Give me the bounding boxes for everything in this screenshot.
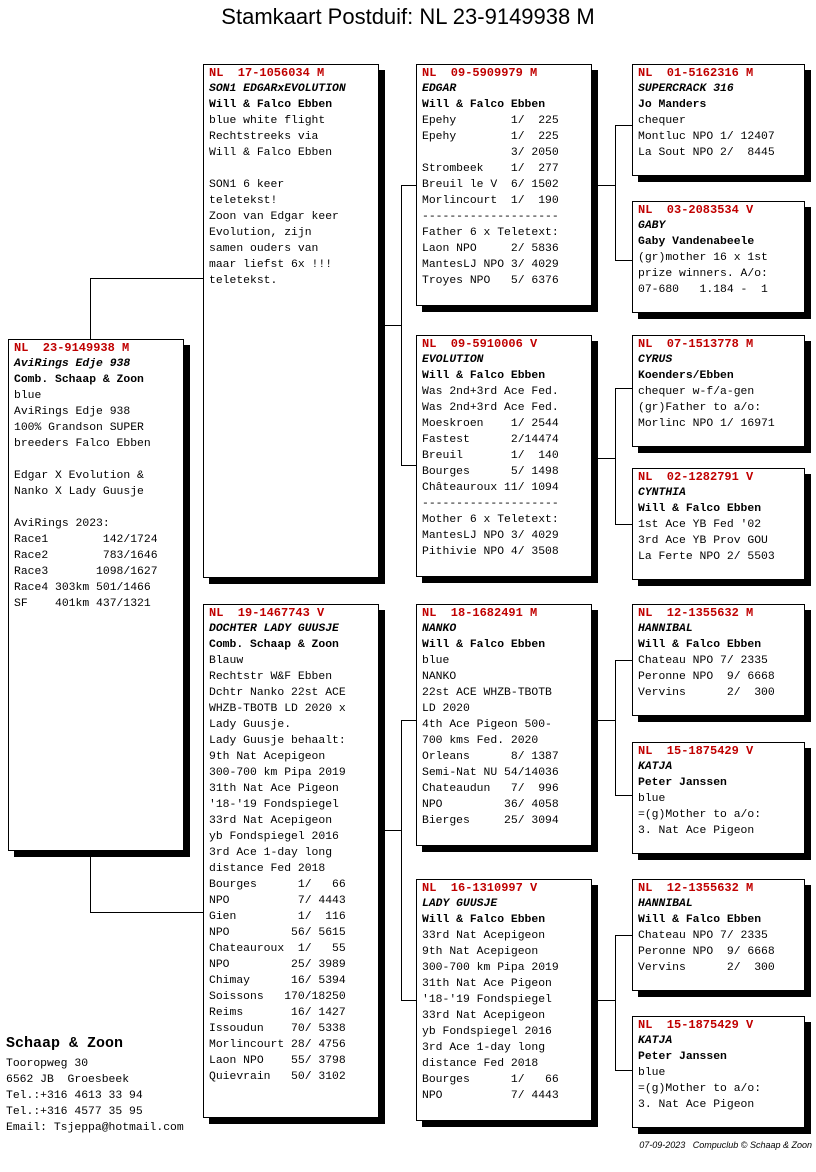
breeder-postal: 6562 JB Groesbeek	[6, 1074, 130, 1086]
pedigree-text-line: '18-'19 Fondspiegel	[209, 799, 339, 811]
pigeon-name: GABY	[638, 220, 666, 232]
pedigree-text-line: Vervins 2/ 300	[638, 962, 775, 974]
pedigree-text-line: --------------------	[422, 211, 559, 223]
pigeon-card-dam-sire-dam	[632, 742, 805, 854]
pigeon-card-dam-dam	[416, 879, 592, 1121]
connector-line	[595, 720, 615, 721]
pedigree-text-line: LD 2020	[422, 703, 470, 715]
ring-number: NL 09-5910006 V	[422, 337, 538, 351]
ring-number: NL 07-1513778 M	[638, 337, 754, 351]
pigeon-name: AviRings Edje 938	[14, 358, 131, 370]
pedigree-text-line: Nanko X Lady Guusje	[14, 486, 144, 498]
pedigree-text-line: NPO 36/ 4058	[422, 799, 559, 811]
pedigree-text-line: distance Fed 2018	[422, 1058, 539, 1070]
pedigree-text-line: Chimay 16/ 5394	[209, 975, 346, 987]
pedigree-text-line: chequer w-f/a-gen	[638, 386, 755, 398]
pigeon-name: KATJA	[638, 761, 673, 773]
pedigree-text-line: WHZB-TBOTB LD 2020 x	[209, 703, 346, 715]
pedigree-text-line: --------------------	[422, 498, 559, 510]
ring-number: NL 19-1467743 V	[209, 606, 325, 620]
pedigree-text-line: Fastest 2/14474	[422, 434, 559, 446]
pedigree-text-line: '18-'19 Fondspiegel	[422, 994, 552, 1006]
pedigree-text-line: 33rd Nat Acepigeon	[209, 815, 333, 827]
pedigree-text-line: AviRings 2023:	[14, 518, 110, 530]
pedigree-text-line: Orleans 8/ 1387	[422, 751, 559, 763]
print-credit: 07-09-2023 Compuclub © Schaap & Zoon	[639, 1140, 812, 1150]
pedigree-text-line: Epehy 1/ 225	[422, 115, 559, 127]
connector-line	[615, 660, 616, 795]
pigeon-card-main	[8, 339, 184, 851]
pedigree-text-line: Was 2nd+3rd Ace Fed.	[422, 402, 559, 414]
pedigree-text-line: 33rd Nat Acepigeon	[422, 1010, 546, 1022]
connector-line	[615, 935, 616, 1070]
pedigree-text-line: Troyes NPO 5/ 6376	[422, 275, 559, 287]
pedigree-text-line: Bierges 25/ 3094	[422, 815, 559, 827]
pedigree-text-line: Chateauroux 1/ 55	[209, 943, 346, 955]
pigeon-name: EVOLUTION	[422, 354, 484, 366]
connector-line	[401, 465, 417, 466]
pigeon-owner: Comb. Schaap & Zoon	[14, 374, 144, 386]
pedigree-text-line: blue	[14, 390, 42, 402]
pedigree-text-line: Chateaudun 7/ 996	[422, 783, 559, 795]
pedigree-text-line: NPO 25/ 3989	[209, 959, 346, 971]
pigeon-name: LADY GUUSJE	[422, 898, 498, 910]
pigeon-owner: Will & Falco Ebben	[422, 99, 546, 111]
pedigree-text-line: breeders Falco Ebben	[14, 438, 151, 450]
pigeon-name: SON1 EDGARxEVOLUTION	[209, 83, 346, 95]
pedigree-text-line: 3rd Ace 1-day long	[209, 847, 333, 859]
connector-line	[401, 720, 402, 1000]
pedigree-text-line: Zoon van Edgar keer	[209, 211, 339, 223]
ring-number: NL 15-1875429 V	[638, 744, 754, 758]
pigeon-card-sire-dam-sire	[632, 335, 805, 447]
pigeon-card-sire-sire	[416, 64, 592, 306]
pigeon-card-dam	[203, 604, 379, 1118]
pedigree-text-line: Breuil le V 6/ 1502	[422, 179, 559, 191]
pigeon-owner: Peter Janssen	[638, 1051, 727, 1063]
breeder-phone-2: Tel.:+316 4577 35 95	[6, 1106, 143, 1118]
pedigree-text-line: Mother 6 x Teletext:	[422, 514, 559, 526]
connector-line	[90, 278, 204, 279]
pedigree-text-line: Laon NPO 55/ 3798	[209, 1055, 346, 1067]
pedigree-text-line: NPO 56/ 5615	[209, 927, 346, 939]
pigeon-card-dam-dam-sire	[632, 879, 805, 991]
ring-number: NL 12-1355632 M	[638, 606, 754, 620]
breeder-info	[6, 1034, 184, 1136]
pedigree-text-line: Race1 142/1724	[14, 534, 158, 546]
connector-line	[615, 125, 616, 260]
pedigree-text-line: Was 2nd+3rd Ace Fed.	[422, 386, 559, 398]
pedigree-text-line: Blauw	[209, 655, 244, 667]
pigeon-card-sire-dam	[416, 335, 592, 577]
pedigree-text-line: blue	[638, 793, 666, 805]
pedigree-text-line: 3/ 2050	[422, 147, 559, 159]
connector-line	[401, 185, 417, 186]
pedigree-text-line: Epehy 1/ 225	[422, 131, 559, 143]
pedigree-text-line: La Ferte NPO 2/ 5503	[638, 551, 775, 563]
pigeon-card-sire-sire-dam	[632, 201, 805, 313]
ring-number: NL 03-2083534 V	[638, 203, 754, 217]
connector-line	[401, 720, 417, 721]
pigeon-name: NANKO	[422, 623, 457, 635]
pigeon-name: KATJA	[638, 1035, 673, 1047]
pedigree-text-line: 31th Nat Ace Pigeon	[422, 978, 552, 990]
pedigree-text-line: Laon NPO 2/ 5836	[422, 243, 559, 255]
pigeon-owner: Will & Falco Ebben	[638, 914, 762, 926]
breeder-address: Tooropweg 30	[6, 1058, 89, 1070]
pedigree-text-line: Morlinc NPO 1/ 16971	[638, 418, 775, 430]
connector-line	[615, 795, 633, 796]
pigeon-card-sire	[203, 64, 379, 578]
pedigree-text-line: =(g)Mother to a/o:	[638, 809, 762, 821]
ring-number: NL 01-5162316 M	[638, 66, 754, 80]
pigeon-owner: Will & Falco Ebben	[638, 639, 762, 651]
connector-line	[595, 1000, 615, 1001]
pedigree-text-line: Father 6 x Teletext:	[422, 227, 559, 239]
pigeon-owner: Jo Manders	[638, 99, 707, 111]
pigeon-name: CYNTHIA	[638, 487, 686, 499]
pedigree-text-line: Peronne NPO 9/ 6668	[638, 671, 775, 683]
pedigree-text-line: Reims 16/ 1427	[209, 1007, 346, 1019]
pedigree-text-line: teletekst.	[209, 275, 278, 287]
pedigree-text-line: Gien 1/ 116	[209, 911, 346, 923]
connector-line	[615, 388, 633, 389]
pedigree-text-line: Peronne NPO 9/ 6668	[638, 946, 775, 958]
ring-number: NL 02-1282791 V	[638, 470, 754, 484]
pedigree-text-line: 700 kms Fed. 2020	[422, 735, 539, 747]
pedigree-text-line: distance Fed 2018	[209, 863, 326, 875]
pedigree-text-line: Pithivie NPO 4/ 3508	[422, 546, 559, 558]
pedigree-text-line: Bourges 5/ 1498	[422, 466, 559, 478]
pedigree-text-line: Issoudun 70/ 5338	[209, 1023, 346, 1035]
ring-number: NL 16-1310997 V	[422, 881, 538, 895]
breeder-name: Schaap & Zoon	[6, 1035, 124, 1052]
pedigree-text-line: Soissons 170/18250	[209, 991, 346, 1003]
pedigree-text-line: yb Fondspiegel 2016	[422, 1026, 552, 1038]
pedigree-text-line: MantesLJ NPO 3/ 4029	[422, 530, 559, 542]
pigeon-name: HANNIBAL	[638, 898, 693, 910]
pedigree-text-line: Breuil 1/ 140	[422, 450, 559, 462]
connector-line	[382, 325, 401, 326]
pedigree-text-line	[14, 500, 178, 516]
pedigree-text-line: Dchtr Nanko 22st ACE	[209, 687, 346, 699]
pedigree-text-line: 4th Ace Pigeon 500-	[422, 719, 552, 731]
pigeon-owner: Will & Falco Ebben	[422, 639, 546, 651]
pigeon-name: HANNIBAL	[638, 623, 693, 635]
pedigree-text-line: 9th Nat Acepigeon	[422, 946, 539, 958]
pedigree-text-line: Lady Guusje.	[209, 719, 292, 731]
pedigree-text-line: 3. Nat Ace Pigeon	[638, 825, 755, 837]
pedigree-text-line: 9th Nat Acepigeon	[209, 751, 326, 763]
pigeon-card-sire-dam-dam	[632, 468, 805, 580]
pedigree-text-line: 31th Nat Ace Pigeon	[209, 783, 339, 795]
pedigree-text-line: Chateau NPO 7/ 2335	[638, 930, 768, 942]
connector-line	[401, 1000, 417, 1001]
pedigree-text-line: prize winners. A/o:	[638, 268, 768, 280]
connector-line	[615, 1070, 633, 1071]
pedigree-text-line: Race2 783/1646	[14, 550, 158, 562]
pedigree-text-line: Moeskroen 1/ 2544	[422, 418, 559, 430]
pigeon-card-sire-sire-sire	[632, 64, 805, 176]
pedigree-text-line: MantesLJ NPO 3/ 4029	[422, 259, 559, 271]
connector-line	[615, 935, 633, 936]
pedigree-text-line: teletekst!	[209, 195, 278, 207]
pigeon-card-dam-dam-dam	[632, 1016, 805, 1128]
ring-number: NL 23-9149938 M	[14, 341, 130, 355]
connector-line	[615, 260, 633, 261]
pedigree-text-line: 33rd Nat Acepigeon	[422, 930, 546, 942]
pedigree-text-line: Chateau NPO 7/ 2335	[638, 655, 768, 667]
pedigree-text-line: Bourges 1/ 66	[422, 1074, 559, 1086]
pedigree-text-line: Semi-Nat NU 54/14036	[422, 767, 559, 779]
pigeon-name: EDGAR	[422, 83, 457, 95]
pigeon-owner: Will & Falco Ebben	[638, 503, 762, 515]
connector-line	[615, 125, 633, 126]
pedigree-text-line: 07-680 1.184 - 1	[638, 284, 768, 296]
ring-number: NL 09-5909979 M	[422, 66, 538, 80]
pedigree-text-line: 3. Nat Ace Pigeon	[638, 1099, 755, 1111]
pedigree-text-line: blue	[422, 655, 450, 667]
pedigree-text-line: blue white flight	[209, 115, 326, 127]
pedigree-text-line: maar liefst 6x !!!	[209, 259, 333, 271]
pigeon-owner: Comb. Schaap & Zoon	[209, 639, 339, 651]
connector-line	[401, 185, 402, 465]
pedigree-text-line: Morlincourt 1/ 190	[422, 195, 559, 207]
breeder-phone-1: Tel.:+316 4613 33 94	[6, 1090, 143, 1102]
pedigree-text-line: Rechtstreeks via	[209, 131, 319, 143]
pedigree-text-line: 3rd Ace YB Prov GOU	[638, 535, 768, 547]
pedigree-text-line: Race4 303km 501/1466	[14, 582, 151, 594]
breeder-email: Email: Tsjeppa@hotmail.com	[6, 1122, 184, 1134]
connector-line	[90, 850, 91, 912]
pedigree-text-line: Quievrain 50/ 3102	[209, 1071, 346, 1083]
pedigree-text-line: (gr)mother 16 x 1st	[638, 252, 768, 264]
ring-number: NL 12-1355632 M	[638, 881, 754, 895]
ring-number: NL 17-1056034 M	[209, 66, 325, 80]
pedigree-text-line: Châteauroux 11/ 1094	[422, 482, 559, 494]
connector-line	[615, 524, 633, 525]
pedigree-text-line: 3rd Ace 1-day long	[422, 1042, 546, 1054]
pigeon-owner: Will & Falco Ebben	[422, 370, 546, 382]
pedigree-text-line: Rechtstr W&F Ebben	[209, 671, 333, 683]
ring-number: NL 15-1875429 V	[638, 1018, 754, 1032]
pedigree-text-line: Vervins 2/ 300	[638, 687, 775, 699]
connector-line	[90, 912, 204, 913]
connector-line	[615, 660, 633, 661]
pedigree-text-line: (gr)Father to a/o:	[638, 402, 762, 414]
pedigree-text-line: Bourges 1/ 66	[209, 879, 346, 891]
pigeon-name: DOCHTER LADY GUUSJE	[209, 623, 339, 635]
connector-line	[615, 388, 616, 524]
pedigree-text-line: Evolution, zijn	[209, 227, 312, 239]
pigeon-owner: Will & Falco Ebben	[422, 914, 546, 926]
pigeon-owner: Peter Janssen	[638, 777, 727, 789]
pedigree-text-line: chequer	[638, 115, 686, 127]
pigeon-owner: Will & Falco Ebben	[209, 99, 333, 111]
pedigree-text-line	[209, 161, 373, 177]
pedigree-text-line: SF 401km 437/1321	[14, 598, 151, 610]
pedigree-text-line: Lady Guusje behaalt:	[209, 735, 346, 747]
pedigree-text-line: samen ouders van	[209, 243, 319, 255]
pedigree-text-line: Strombeek 1/ 277	[422, 163, 559, 175]
pigeon-card-dam-sire	[416, 604, 592, 846]
pedigree-text-line: =(g)Mother to a/o:	[638, 1083, 762, 1095]
pedigree-text-line: 22st ACE WHZB-TBOTB	[422, 687, 552, 699]
connector-line	[90, 278, 91, 339]
pedigree-text-line: NPO 7/ 4443	[209, 895, 346, 907]
pedigree-text-line: NPO 7/ 4443	[422, 1090, 559, 1102]
pedigree-text-line: Race3 1098/1627	[14, 566, 158, 578]
pedigree-text-line: Will & Falco Ebben	[209, 147, 333, 159]
pedigree-text-line: La Sout NPO 2/ 8445	[638, 147, 775, 159]
pigeon-name: SUPERCRACK 316	[638, 83, 734, 95]
pedigree-text-line: 1st Ace YB Fed '02	[638, 519, 762, 531]
pigeon-name: CYRUS	[638, 354, 673, 366]
pedigree-text-line: 100% Grandson SUPER	[14, 422, 144, 434]
pedigree-text-line: 300-700 km Pipa 2019	[209, 767, 346, 779]
pedigree-text-line: blue	[638, 1067, 666, 1079]
pedigree-text-line: 300-700 km Pipa 2019	[422, 962, 559, 974]
connector-line	[595, 185, 615, 186]
ring-number: NL 18-1682491 M	[422, 606, 538, 620]
pedigree-text-line: yb Fondspiegel 2016	[209, 831, 339, 843]
pigeon-owner: Gaby Vandenabeele	[638, 236, 755, 248]
pigeon-owner: Koenders/Ebben	[638, 370, 734, 382]
pedigree-text-line: Edgar X Evolution &	[14, 470, 144, 482]
pedigree-text-line: Montluc NPO 1/ 12407	[638, 131, 775, 143]
connector-line	[595, 458, 615, 459]
connector-line	[382, 830, 401, 831]
pedigree-text-line: SON1 6 keer	[209, 179, 285, 191]
pedigree-text-line	[14, 452, 178, 468]
pedigree-text-line: AviRings Edje 938	[14, 406, 131, 418]
page-title: Stamkaart Postduif: NL 23-9149938 M	[221, 4, 595, 29]
pedigree-text-line: Morlincourt 28/ 4756	[209, 1039, 346, 1051]
pigeon-card-dam-sire-sire	[632, 604, 805, 716]
pedigree-text-line: NANKO	[422, 671, 457, 683]
